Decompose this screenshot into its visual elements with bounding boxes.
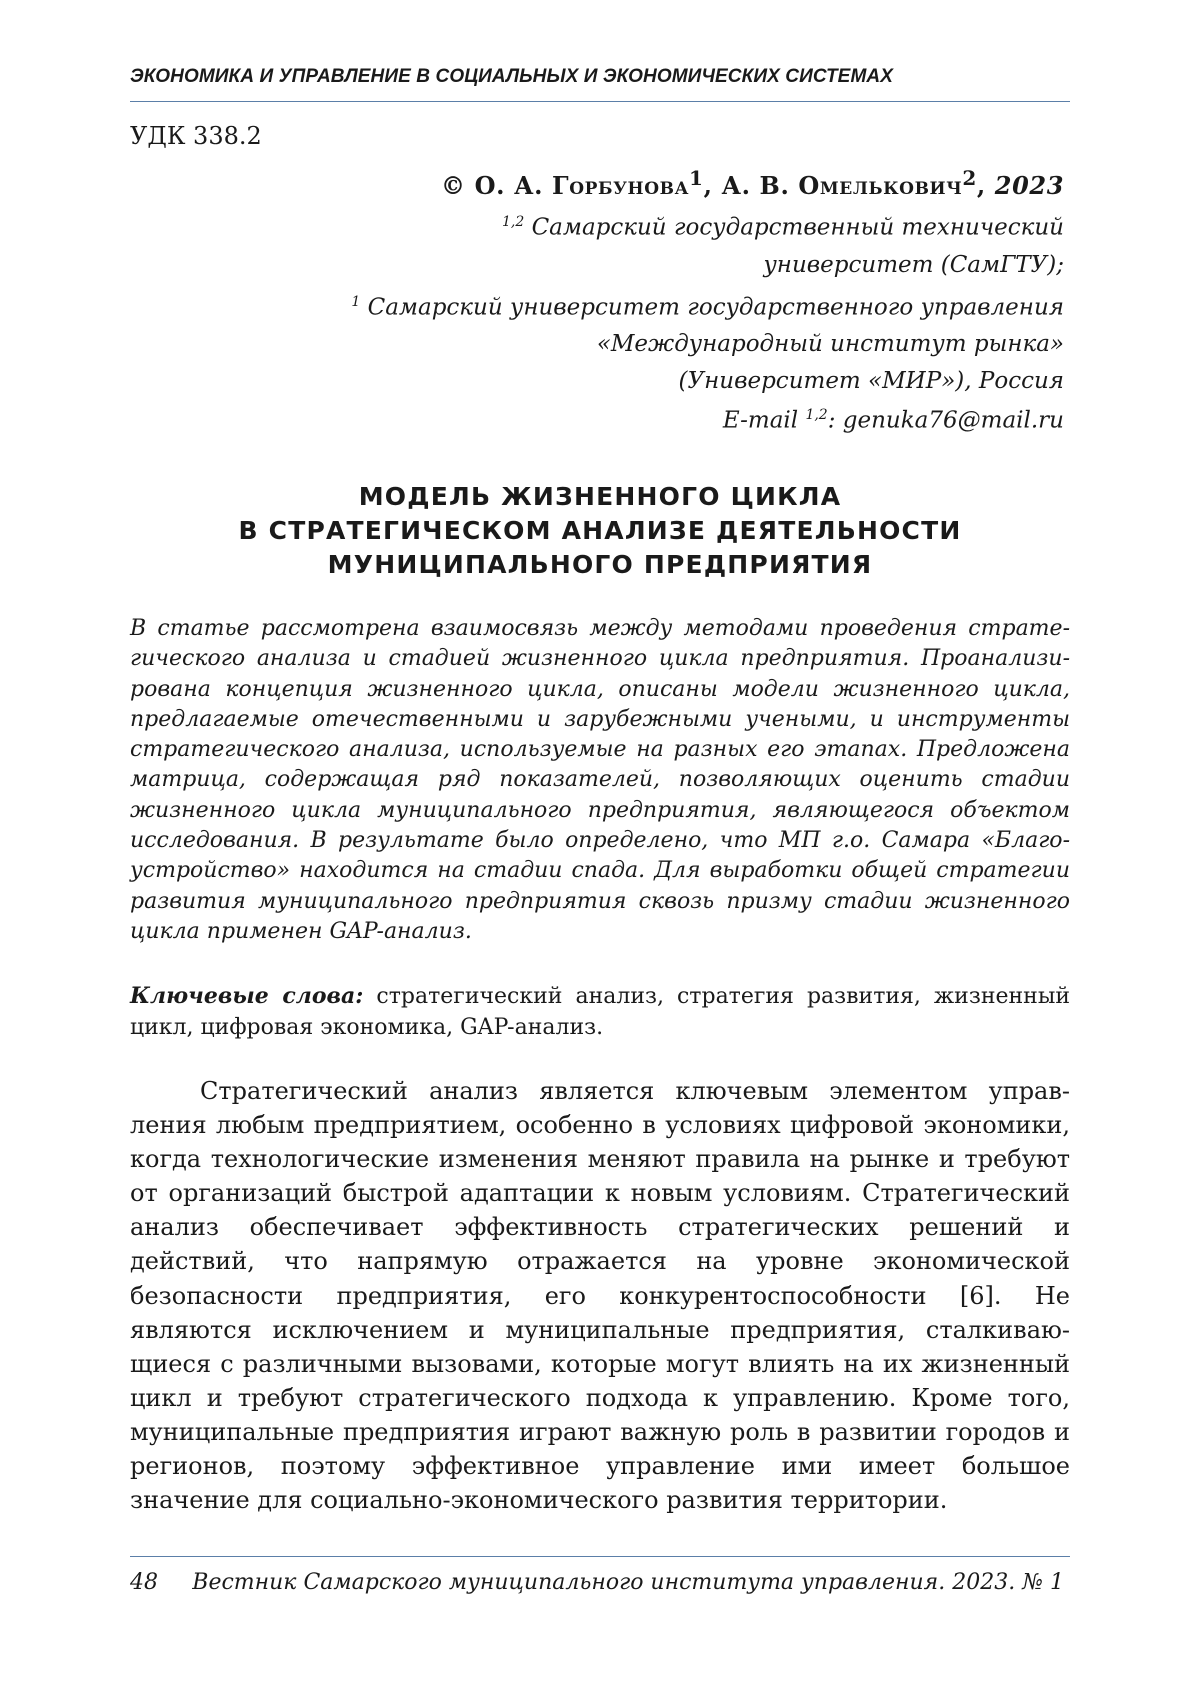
affiliation-line-5: (Университет «МИР»), Россия	[678, 368, 1064, 395]
keywords-text: стратегический анализ, стратегия развития, жизненный цикл, цифровая экономика, GAP-анализ.	[130, 984, 1070, 1040]
affiliations	[264, 204, 1064, 400]
running-header: ЭКОНОМИКА И УПРАВЛЕНИЕ В СОЦИАЛЬНЫХ И ЭКОНОМИЧЕСКИХ СИСТЕМАХ	[130, 66, 893, 87]
author-2: А. В. Омелькович	[721, 171, 963, 200]
affiliation-mark: 1,2	[501, 214, 525, 230]
footer-rule	[130, 1556, 1070, 1557]
body-paragraph: Стратегический анализ является ключевым элементом управления любым предприятием, особенно в условиях цифровой экономики, когда технологические изменения меняют правила на рынке и требуют от организаций быстрой адаптации к новым условиям. Стратегический анализ обеспечивает эффективность стратегических решений и действий, что напрямую отражается на уровне экономической безопасности предприятия, его конкурентоспособности [6]. Не являются исключением и муниципальные предприятия, сталкивающиеся с различными вызовами, которые могут влиять на их жизненный цикл и требуют стратегического подхода к управлению. Кроме того, муниципальные предприятия играют важную роль в развитии городов и регионов, поэтому эффективное управление ими имеет большое значение для социально-экономического развития территории.	[130, 1077, 1070, 1515]
affiliation-line-3	[264, 284, 1064, 327]
title-line-2: В СТРАТЕГИЧЕСКОМ АНАЛИЗЕ ДЕЯТЕЛЬНОСТИ	[238, 516, 962, 545]
publication-year: 2023	[994, 171, 1064, 200]
email-label: E-mail	[722, 407, 799, 434]
keywords	[130, 981, 1070, 1043]
affiliation-mark: 1	[351, 293, 361, 310]
udk-code: УДК 338.2	[130, 122, 262, 150]
author-email	[723, 407, 1064, 434]
header-rule	[130, 101, 1070, 102]
abstract: В статье рассмотрена взаимосвязь между методами проведения стратегического анализа и стадией жизненного цикла предприятия. Проанализирована концепция жизненного цикла, описаны модели жизненного цикла, предлагаемые отечественными и зарубежными учеными, и инструменты стратегического анализа, используемые на разных его этапах. Предложена матрица, содержащая ряд показателей, позволяющих оценить стадии жизненного цикла муниципального предприятия, являющегося объектом исследования. В результате было определено, что МП г.о. Самара «Благоустройство» находится на стадии спада. Для выработки общей стратегии развития муниципального предприятия сквозь призму стадии жизненного цикла применен GAP-анализ.	[130, 616, 1070, 944]
title-line-3: МУНИЦИПАЛЬНОГО ПРЕДПРИЯТИЯ	[327, 550, 873, 579]
copyright-sign: ©	[441, 171, 466, 200]
author-line	[441, 166, 1064, 200]
affiliation-text: Самарский государственный технический	[531, 214, 1064, 241]
email-address: : genuka76@mail.ru	[827, 407, 1064, 434]
affiliation-line-4: «Международный институт рынка»	[596, 331, 1064, 358]
author-separator: ,	[703, 171, 713, 200]
author-2-affiliation-mark: 2	[962, 166, 977, 190]
article-title	[130, 480, 1070, 582]
page-number: 48	[130, 1570, 158, 1595]
author-1-affiliation-mark: 1	[689, 166, 704, 190]
email-affiliation-mark: 1,2	[805, 407, 828, 423]
keywords-label: Ключевые слова:	[130, 983, 364, 1009]
title-line-1: МОДЕЛЬ ЖИЗНЕННОГО ЦИКЛА	[358, 482, 842, 511]
affiliation-line-1	[264, 204, 1064, 247]
journal-page	[130, 0, 1070, 1697]
year-separator: ,	[976, 171, 986, 200]
author-1: О. А. Горбунова	[474, 171, 690, 200]
affiliation-line-2: университет (СамГТУ);	[763, 251, 1064, 278]
affiliation-text: Самарский университет государственного управления	[367, 294, 1064, 321]
journal-citation: Вестник Самарского муниципального института управления. 2023. № 1	[192, 1570, 1064, 1595]
